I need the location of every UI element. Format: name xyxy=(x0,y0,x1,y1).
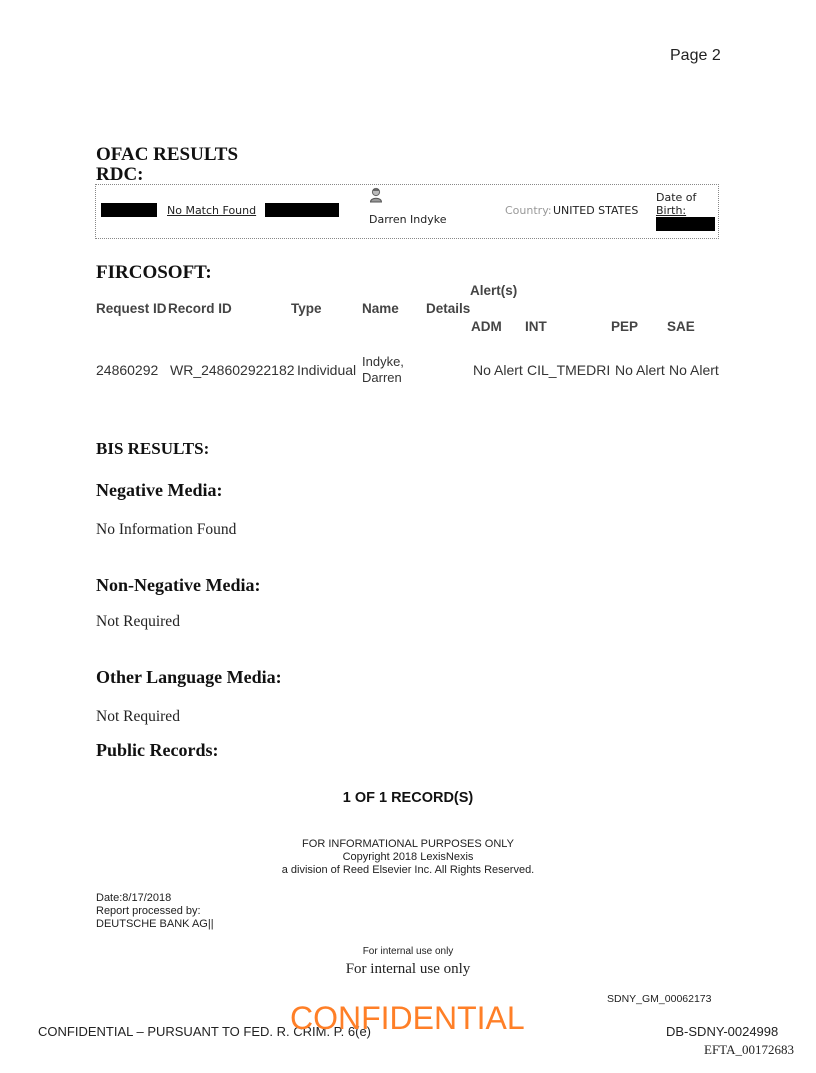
cell-request-id: 24860292 xyxy=(96,362,159,378)
redaction-block xyxy=(265,203,339,217)
non-negative-media-value: Not Required xyxy=(96,613,180,630)
report-processed-by-label: Report processed by: xyxy=(96,905,201,917)
disclaimer-line-2: Copyright 2018 LexisNexis xyxy=(342,851,474,863)
disclaimer-line-1: FOR INFORMATIONAL PURPOSES ONLY xyxy=(302,838,514,850)
col-adm: ADM xyxy=(471,319,502,334)
report-date: Date:8/17/2018 xyxy=(96,892,172,904)
cell-record-id: WR_248602922182 xyxy=(170,362,295,378)
bis-results-heading: BIS RESULTS: xyxy=(96,439,210,458)
rdc-country-value: UNITED STATES xyxy=(553,204,639,217)
rdc-result-box xyxy=(95,184,719,239)
col-pep: PEP xyxy=(611,319,639,334)
col-type: Type xyxy=(291,301,322,316)
internal-use-large: For internal use only xyxy=(345,961,471,977)
negative-media-heading: Negative Media: xyxy=(96,480,223,500)
col-request-id: Request ID xyxy=(96,301,167,316)
non-negative-media-heading: Non-Negative Media: xyxy=(96,575,261,595)
fircosoft-heading: FIRCOSOFT: xyxy=(96,262,212,283)
bates-sdny-gm: SDNY_GM_00062173 xyxy=(607,993,712,1005)
cell-sae: No Alert xyxy=(669,362,719,378)
alerts-group-header: Alert(s) xyxy=(470,283,518,298)
cell-type: Individual xyxy=(297,362,357,378)
cell-name-line1: Indyke, xyxy=(362,354,404,369)
confidential-notice: CONFIDENTIAL – PURSUANT TO FED. R. CRIM. P. 6(e) xyxy=(38,1024,372,1039)
rdc-dob-label: Date of xyxy=(656,191,697,204)
rdc-match-status: No Match Found xyxy=(167,204,257,217)
person-icon xyxy=(369,187,383,208)
col-int: INT xyxy=(525,319,547,334)
cell-pep: No Alert xyxy=(615,362,665,378)
ofac-results-heading: OFAC RESULTS xyxy=(96,144,239,165)
report-processed-by: DEUTSCHE BANK AG|| xyxy=(96,918,214,930)
col-record-id: Record ID xyxy=(168,301,232,316)
col-sae: SAE xyxy=(667,319,695,334)
cell-adm: No Alert xyxy=(473,362,523,378)
bates-db: DB-SDNY-0024998 xyxy=(666,1024,779,1039)
cell-int: CIL_TMEDRI xyxy=(527,362,611,378)
record-count: 1 OF 1 RECORD(S) xyxy=(342,790,474,806)
other-language-media-value: Not Required xyxy=(96,708,180,725)
disclaimer-line-3: a division of Reed Elsevier Inc. All Rights Reserved. xyxy=(281,864,535,876)
efta-number: EFTA_00172683 xyxy=(704,1042,794,1057)
other-language-media-heading: Other Language Media: xyxy=(96,667,282,687)
cell-name-line2: Darren xyxy=(362,370,402,385)
redaction-block xyxy=(101,203,157,217)
rdc-heading: RDC: xyxy=(96,164,144,185)
confidential-stamp: CONFIDENTIAL xyxy=(290,1000,525,1036)
col-details: Details xyxy=(426,301,471,316)
negative-media-value: No Information Found xyxy=(96,521,237,538)
internal-use-small: For internal use only xyxy=(362,946,454,957)
rdc-dob-label-birth: Birth: xyxy=(656,204,687,217)
redaction-block xyxy=(656,217,715,231)
page-number: Page 2 xyxy=(670,47,721,64)
col-name: Name xyxy=(362,301,399,316)
public-records-heading: Public Records: xyxy=(96,740,219,760)
rdc-person-name: Darren Indyke xyxy=(369,213,447,226)
rdc-country-label: Country: xyxy=(505,204,552,217)
